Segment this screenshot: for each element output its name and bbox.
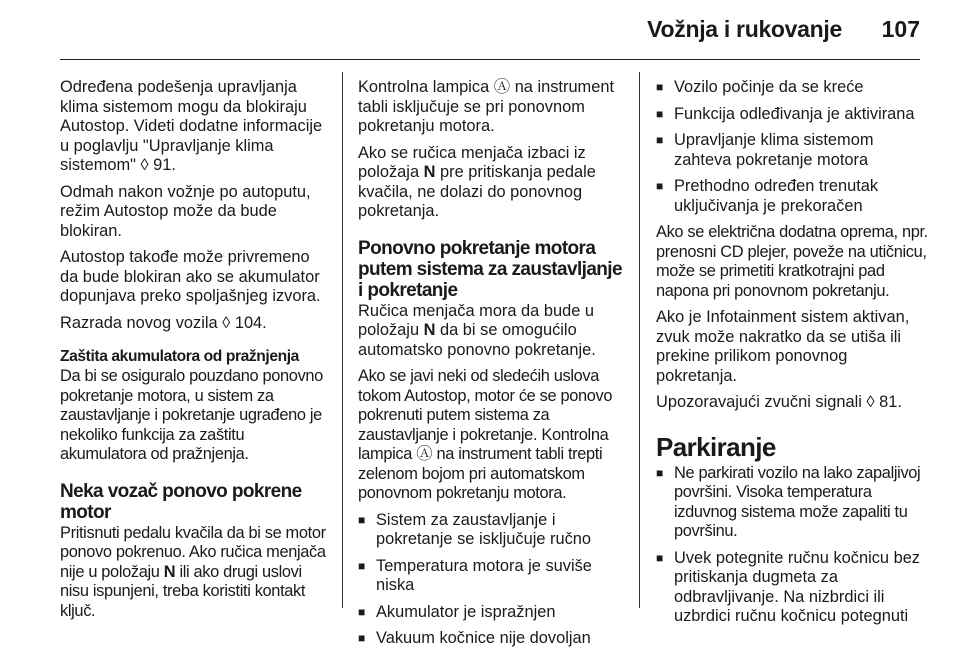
paragraph: Odmah nakon vožnje po autoputu, režim Autostop može da bude blokiran. [60, 182, 311, 240]
list-item [358, 629, 630, 649]
paragraph: Kontrolna lampica Ⓐ na instrument tabli isključuje se pri ponovnom pokretanju motora. [358, 78, 614, 135]
list-item [358, 603, 630, 623]
bullet-list [358, 511, 630, 649]
bullet-icon: ■ [656, 550, 664, 565]
paragraph: Ako je Infotainment sistem aktivan, zvuk može nakratko da se utiša ili prekine prilikom ponovnog pokretanja. [656, 308, 910, 385]
column-2 [358, 78, 630, 656]
column-divider [639, 72, 640, 608]
header-rule [60, 59, 920, 60]
bullet-list [656, 464, 928, 627]
gear-position: N [423, 163, 436, 181]
text-run: ili ako drugi uslovi nisu ispunjeni, treba koristiti kontakt ključ. [60, 562, 306, 620]
list-item-text: Uvek potegnite ručnu kočnicu bez pritiskanja dugmeta za odbravljivanje. Na nizbrdici ili uzbrdici ručnu kočnicu potegnuti [674, 548, 921, 625]
paragraph: Autostop takođe može privremeno da bude blokiran ako se akumulator dopunjava preko spoljašnjeg izvora. [60, 248, 321, 305]
list-item-text: Prethodno određen trenutak uključivanja je prekoračen [674, 177, 879, 215]
paragraph: Ako se javi neki od sledećih uslova tokom Autostop, motor će se ponovo pokrenuti putem sistema za zaustavljanje i pokretanje. Kontrolna lampica Ⓐ na instrument tabli trepti zelenom bojom pri automatskom ponovnom pokretanju motora. [358, 367, 613, 502]
bullet-icon: ■ [656, 465, 663, 480]
paragraph: Ako se električna dodatna oprema, npr. prenosni CD plejer, poveže na utičnicu, može se primetiti kratkotrajni pad napona pri ponovnom pokretanju. [656, 223, 928, 300]
text-run: pre pritiskanja pedale kvačila, ne dolazi do ponovnog pokretanja. [358, 163, 596, 220]
list-item [656, 177, 928, 216]
paragraph: Određena podešenja upravljanja klima sistemom mogu da blokiraju Autostop. Videti dodatne informacije u poglavlju "Upravljanje klima sistemom" ◊ 91. [60, 78, 323, 174]
section-title: Vožnja i rukovanje [647, 16, 842, 42]
list-item [358, 511, 630, 550]
subheading-battery-protection: Zaštita akumulatora od pražnjenja [60, 348, 299, 365]
column-3 [656, 78, 928, 634]
list-item [358, 557, 630, 596]
bullet-list [656, 78, 928, 216]
list-item [656, 549, 928, 627]
bullet-icon: ■ [358, 512, 366, 527]
bullet-icon: ■ [358, 604, 366, 619]
list-item-text: Upravljanje klima sistemom zahteva pokretanje motora [674, 131, 874, 169]
text-run: Ako se ručica menjača izbaci iz položaja [358, 143, 586, 181]
bullet-icon: ■ [656, 106, 664, 121]
bullet-icon: ■ [656, 80, 664, 94]
paragraph: Razrada novog vozila ◊ 104. [60, 313, 267, 332]
list-item-text: Ne parkirati vozilo na lako zapaljivoj površini. Visoka temperatura izduvnog sistema može zapaliti tu površinu. [674, 463, 921, 540]
bullet-icon: ■ [358, 558, 366, 573]
text-run: Ručica menjača mora da bude u položaju [358, 301, 594, 339]
bullet-icon: ■ [656, 179, 664, 193]
list-item [656, 78, 928, 98]
gear-position: N [163, 562, 176, 581]
heading-parking: Parkiranje [656, 431, 776, 462]
text-run: Pritisnuti pedalu kvačila da bi se motor ponovo pokrenuo. Ako ručica menjača nije u položaju [60, 523, 326, 581]
list-item [656, 464, 928, 542]
list-item-text: Temperatura motora je suviše niska [376, 556, 592, 594]
list-item-text: Akumulator je ispražnjen [376, 602, 556, 621]
paragraph: Upozoravajući zvučni signali ◊ 81. [656, 393, 902, 411]
heading-driver-restart: Neka vozač ponovo pokrene motor [60, 480, 302, 523]
column-1 [60, 78, 332, 628]
paragraph [60, 524, 332, 622]
list-item-text: Funkcija odleđivanja je aktivirana [674, 104, 915, 123]
column-divider [342, 72, 343, 608]
list-item-text: Vakuum kočnice nije dovoljan [376, 629, 591, 647]
heading-auto-restart: Ponovno pokretanje motora putem sistema za zaustavljanje i pokretanje [358, 237, 622, 301]
page-number: 107 [881, 16, 920, 42]
page-header [0, 0, 960, 54]
paragraph: Da bi se osiguralo pouzdano ponovno pokretanje motora, u sistem za zaustavljanje i pokretanje ugrađeno je nekoliko funkcija za zaštitu akumulatora od pražnjenja. [60, 367, 323, 463]
paragraph [358, 144, 630, 222]
list-item-text: Sistem za zaustavljanje i pokretanje se isključuje ručno [376, 510, 592, 548]
list-item-text: Vozilo počinje da se kreće [674, 78, 864, 96]
list-item [656, 105, 928, 125]
paragraph [358, 302, 630, 361]
list-item [656, 131, 928, 170]
bullet-icon: ■ [656, 133, 664, 147]
text-run: da bi se omogućilo automatsko ponovno pokretanje. [358, 321, 596, 359]
bullet-icon: ■ [358, 631, 366, 645]
gear-position: N [423, 321, 436, 339]
